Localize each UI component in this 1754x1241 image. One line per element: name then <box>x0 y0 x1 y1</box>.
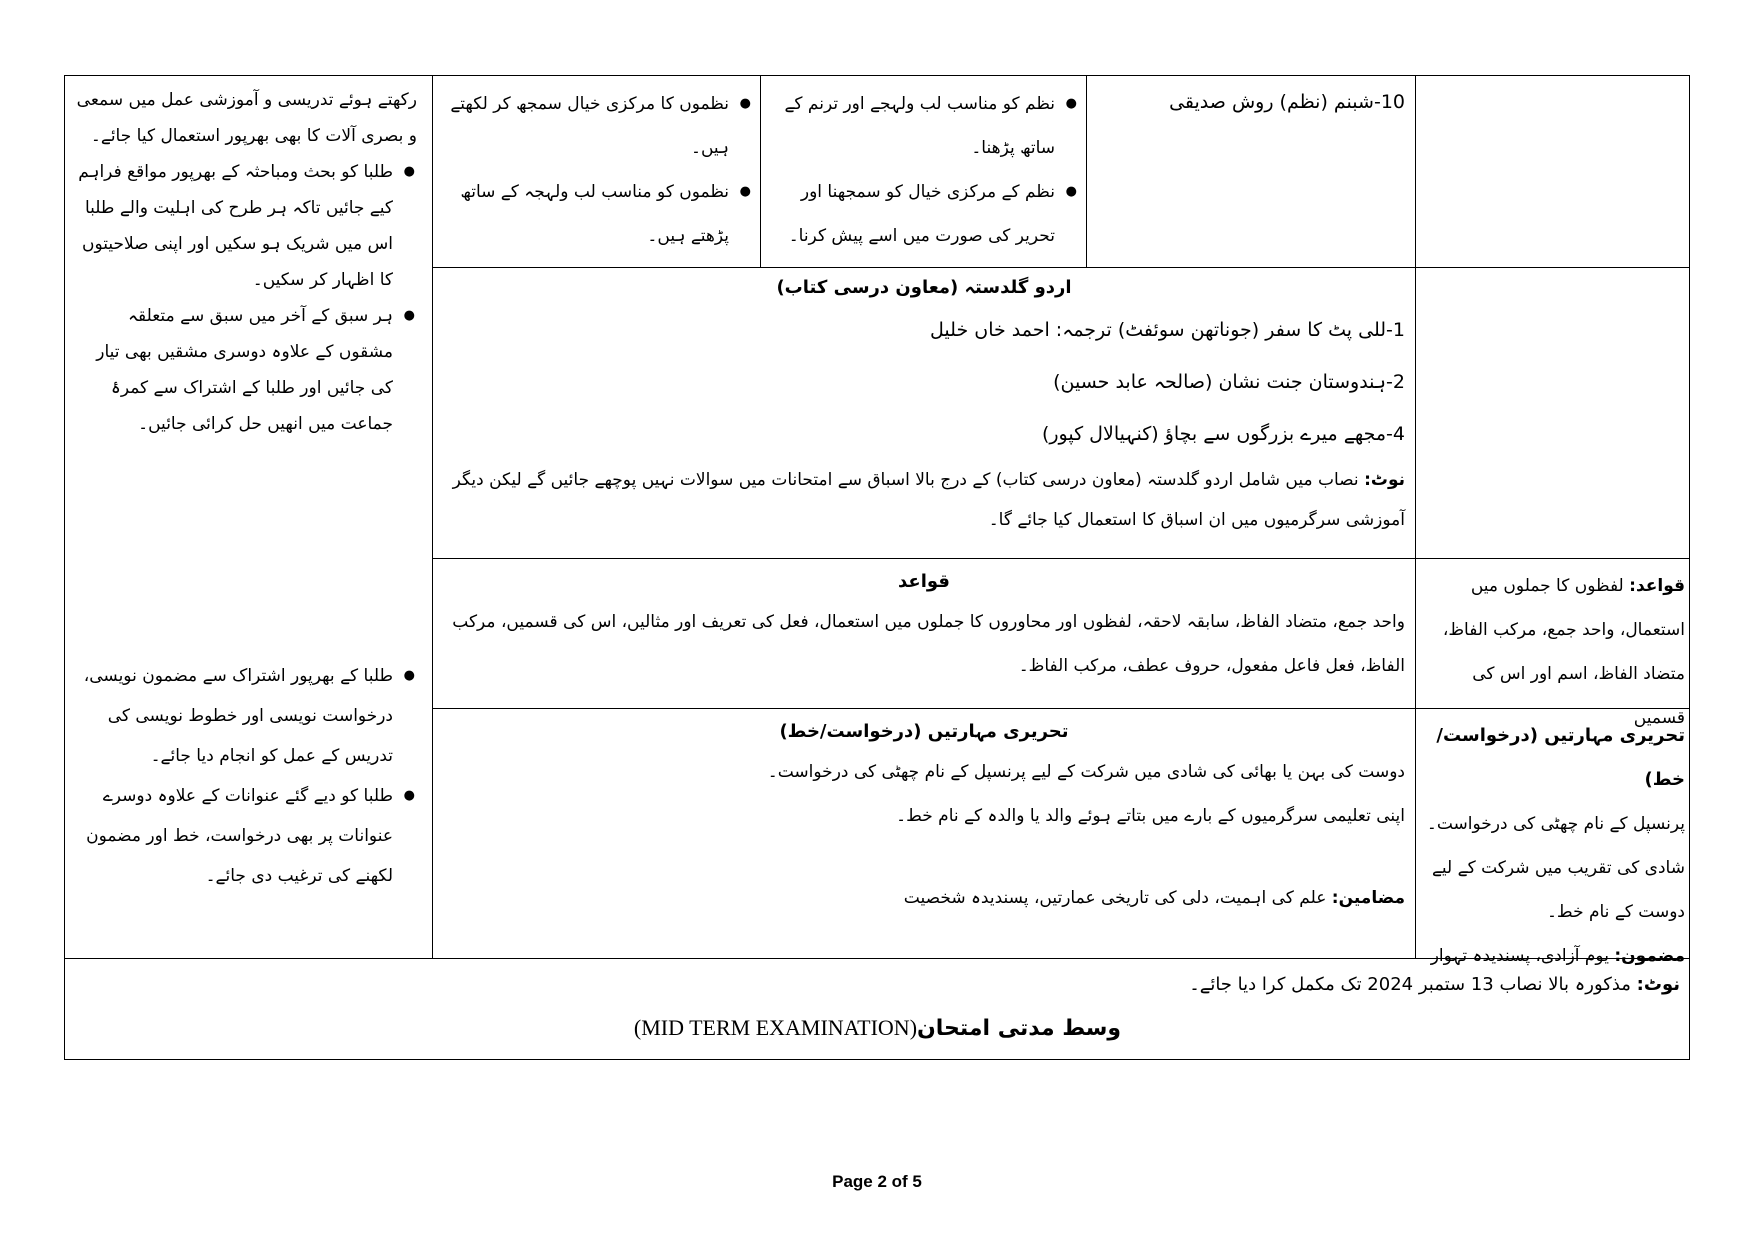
writing-left-heading: تحریری مہارتیں (درخواست/خط) <box>1436 725 1685 790</box>
writing-item: اپنی تعلیمی سرگرمیوں کے بارے میں بتاتے ہوئے والد یا والدہ کے نام خط۔ <box>896 806 1405 826</box>
note-label: نوٹ: <box>1364 470 1405 490</box>
writing-left-topics: یوم آزادی، پسندیدہ تہوار <box>1430 946 1609 966</box>
writing-left-cell <box>1423 714 1685 978</box>
writing-topics-label: مضامین: <box>1331 888 1405 908</box>
writing-left-item: پرنسپل کے نام چھٹی کی درخواست۔ <box>1426 814 1685 834</box>
writing-topics: علم کی اہمیت، دلی کی تاریخی عمارتیں، پسندیدہ شخصیت <box>903 888 1327 908</box>
exam-title <box>75 1004 1680 1053</box>
row-divider <box>432 558 1690 559</box>
strategies-top-cell <box>75 82 417 442</box>
objectives-cell <box>767 82 1079 258</box>
writing-left-item: شادی کی تقریب میں شرکت کے لیے دوست کے نام خط۔ <box>1431 858 1685 922</box>
guldasta-cell <box>443 272 1405 540</box>
exam-title-english: (MID TERM EXAMINATION) <box>633 1015 918 1040</box>
guldasta-item: 4-مجھے میرے بزرگوں سے بچاؤ (کنہیالال کپور) <box>1041 423 1405 445</box>
strategy-item: ● طلبا کے بھرپور اشتراک سے مضمون نویسی، درخواست نویسی اور خطوط نویسی کی تدریس کے عمل کو انجام دیا جائے۔ <box>75 656 417 776</box>
column-divider <box>432 76 433 958</box>
grammar-cell <box>443 564 1405 688</box>
outcome-item: ● نظموں کا مرکزی خیال سمجھ کر لکھتے ہیں۔ <box>441 82 753 170</box>
page-number: Page 2 of 5 <box>832 1172 922 1191</box>
guldasta-note <box>443 460 1405 540</box>
curriculum-table <box>64 75 1690 1060</box>
writing-heading: تحریری مہارتیں (درخواست/خط) <box>779 721 1069 742</box>
strategy-item: ● طلبا کو بحث ومباحثہ کے بھرپور مواقع فراہم کیے جائیں تاکہ ہر طرح کی اہلیت والے طلبا اس میں شریک ہو سکیں اور اپنی صلاحیتوں کا اظہار کر سکیں۔ <box>75 154 417 298</box>
note-text: نصاب میں شامل اردو گلدستہ (معاون درسی کتاب) کے درج بالا اسباق سے امتحانات میں سوالات نہیں پوچھے جائیں گے لیکن دیگر آموزشی سرگرمیوں میں ان اسباق کا استعمال کیا جائے گا۔ <box>452 470 1405 530</box>
writing-cell <box>443 714 1405 918</box>
writing-item: دوست کی بہن یا بھائی کی شادی میں شرکت کے لیے پرنسپل کے نام چھٹی کی درخواست۔ <box>767 762 1405 782</box>
grammar-left-label: قواعد: <box>1629 576 1685 596</box>
writing-left-topics-label: مضمون: <box>1614 946 1685 966</box>
footer-cell <box>75 966 1680 1053</box>
lesson-cell <box>1095 82 1405 122</box>
strategy-item: ● ہر سبق کے آخر میں سبق سے متعلقہ مشقوں کے علاوہ دوسری مشقیں بھی تیار کی جائیں اور طلبا کے اشتراک سے کمرۂ جماعت میں انھیں حل کرائی جائیں۔ <box>75 298 417 442</box>
guldasta-item: 1-للی پٹ کا سفر (جوناتھن سوئفٹ) ترجمہ: احمد خاں خلیل <box>930 319 1405 341</box>
strategy-intro: رکھتے ہوئے تدریسی و آموزشی عمل میں سمعی و بصری آلات کا بھی بھرپور استعمال کیا جائے۔ <box>76 90 417 146</box>
guldasta-item: 2-ہندوستان جنت نشان (صالحہ عابد حسین) <box>1053 371 1405 393</box>
guldasta-heading: اردو گلدستہ (معاون درسی کتاب) <box>776 277 1072 298</box>
outcomes-cell <box>441 82 753 258</box>
objective-item: ● نظم کے مرکزی خیال کو سمجھنا اور تحریر کی صورت میں اسے پیش کرنا۔ <box>767 170 1079 258</box>
strategies-bottom-cell <box>75 656 417 896</box>
exam-title-urdu: وسط مدتی امتحان <box>917 1016 1122 1041</box>
grammar-left-text: لفظوں کا جملوں میں استعمال، واحد جمع، مرکب الفاظ، متضاد الفاظ، اسم اور اس کی قسمیں <box>1442 576 1685 728</box>
footer-note-text: مذکورہ بالا نصاب 13 ستمبر 2024 تک مکمل کرا دیا جائے۔ <box>1189 974 1631 995</box>
row-divider <box>432 267 1690 268</box>
grammar-text: واحد جمع، متضاد الفاظ، سابقہ لاحقہ، لفظوں اور محاوروں کا جملوں میں استعمال، فعل کی تعریف اور مثالیں، اس کی قسمیں، مرکب الفاظ، فعل فاعل مفعول، حروف عطف، مرکب الفاظ۔ <box>452 612 1405 676</box>
outcome-item: ● نظموں کو مناسب لب ولہجہ کے ساتھ پڑھتے ہیں۔ <box>441 170 753 258</box>
objective-item: ● نظم کو مناسب لب ولہجے اور ترنم کے ساتھ پڑھنا۔ <box>767 82 1079 170</box>
footer-note-label: نوٹ: <box>1636 974 1680 995</box>
grammar-heading: قواعد <box>898 571 950 592</box>
column-divider <box>1415 76 1416 958</box>
lesson-title: 10-شبنم (نظم) روش صدیقی <box>1169 91 1405 113</box>
column-divider <box>760 76 761 267</box>
footer-note <box>75 966 1680 1004</box>
column-divider <box>1086 76 1087 267</box>
strategy-item: ● طلبا کو دیے گئے عنوانات کے علاوہ دوسرے عنوانات پر بھی درخواست، خط اور مضمون لکھنے کی ترغیب دی جائے۔ <box>75 776 417 896</box>
